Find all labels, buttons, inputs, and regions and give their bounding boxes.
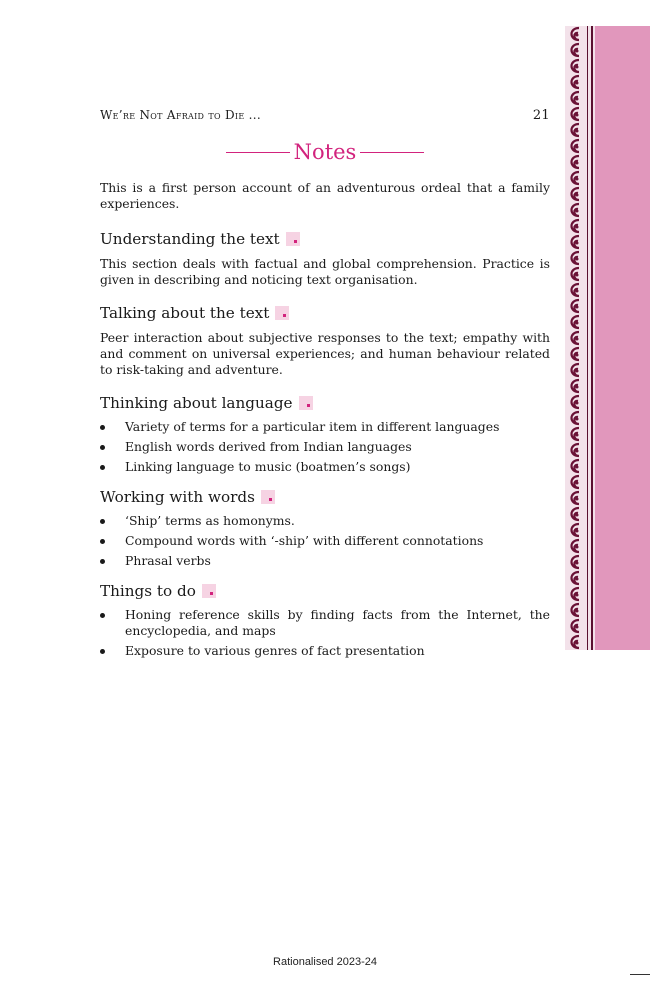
section-heading [100,229,550,249]
heading-rule-right [360,152,424,153]
section-title: Talking about the text [100,304,270,322]
bullet-icon [100,649,105,654]
section-title: Working with words [100,488,255,506]
bullet-icon [100,465,105,470]
list-item: Honing reference skills by finding facts from the Internet, the encyclopedia, and maps [100,607,550,639]
intro-paragraph: This is a first person account of an adventurous ordeal that a family experiences. [100,180,550,211]
list-item: Variety of terms for a particular item in different languages [100,419,550,435]
page-number: 21 [532,108,550,123]
notes-heading [226,140,424,164]
border-line [591,26,593,650]
chapter-title: We’re Not Afraid to Die ... [100,108,261,122]
section-heading [100,393,550,413]
section-marker-icon [275,306,289,320]
pink-band [595,26,650,650]
heading-rule-left [226,152,290,153]
list-item: Linking language to music (boatmen’s songs) [100,459,550,475]
section-heading [100,303,550,323]
list-item: English words derived from Indian languages [100,439,550,455]
section-marker-icon [286,232,300,246]
section-marker-icon [299,396,313,410]
section-title: Understanding the text [100,230,280,248]
section-marker-icon [261,490,275,504]
bullet-list [100,513,550,569]
section-paragraph: This section deals with factual and global comprehension. Practice is given in describing and noticing text organisation. [100,256,550,287]
footer-note: Rationalised 2023-24 [273,956,377,968]
section-paragraph: Peer interaction about subjective responses to the text; empathy with and comment on universal experiences; and human behaviour related to risk-taking and adventure. [100,330,550,377]
running-head [100,108,550,122]
bullet-icon [100,559,105,564]
list-item: ‘Ship’ terms as homonyms. [100,513,550,529]
section-heading [100,487,550,507]
list-item: Phrasal verbs [100,553,550,569]
bullet-icon [100,425,105,430]
list-item: Exposure to various genres of fact presentation [100,643,550,659]
border-line [587,26,588,650]
section-heading [100,581,550,601]
section-marker-icon [202,584,216,598]
section-title: Thinking about language [100,394,293,412]
bullet-list [100,607,550,659]
bullet-icon [100,519,105,524]
notes-title: Notes [293,140,357,164]
section-title: Things to do [100,582,196,600]
corner-mark [630,974,650,975]
notes-content [100,180,550,663]
bullet-icon [100,539,105,544]
bullet-list [100,419,550,475]
decorative-side-band [565,26,650,650]
bullet-icon [100,445,105,450]
list-item: Compound words with ‘-ship’ with different connotations [100,533,550,549]
bullet-icon [100,613,105,618]
